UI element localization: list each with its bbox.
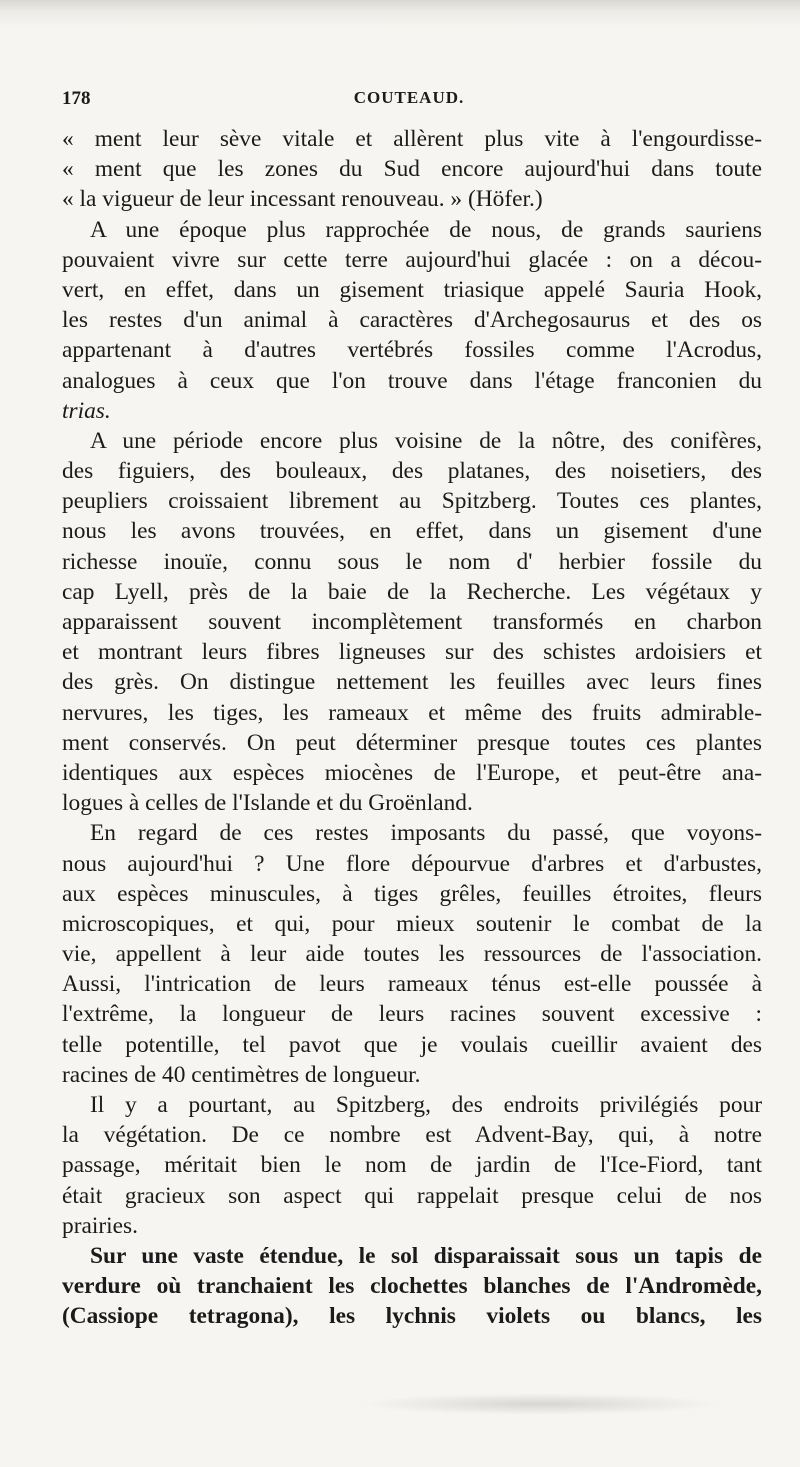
text-line: passage, méritait bien le nom de jardin de l'Ice-Fiord, tant [62,1152,762,1179]
page-top-shadow [0,0,800,28]
text-line: richesse inouïe, connu sous le nom d' herbier fossile du [62,548,762,575]
text-line: « ment leur sève vitale et allèrent plus vite à l'engourdisse- [62,126,762,152]
page-number: 178 [62,88,91,109]
text-line: aux espèces minuscules, à tiges grêles, feuilles étroites, fleurs [62,880,762,907]
text-line: l'extrême, la longueur de leurs racines souvent excessive : [62,1001,762,1028]
text-line: peupliers croissaient librement au Spitzberg. Toutes ces plantes, [62,488,762,515]
text-line: nous aujourd'hui ? Une flore dépourvue d'arbres et d'arbustes, [62,850,762,877]
scan-smudge [360,1393,720,1415]
text-line: telle potentille, tel pavot que je voulais cueillir avaient des [62,1031,762,1058]
text-line: les restes d'un animal à caractères d'Archegosaurus et des os [62,307,762,334]
text-line: logues à celles de l'Islande et du Groënland. [62,790,473,817]
body-text [62,124,762,1332]
text-line: A une période encore plus voisine de la nôtre, des conifères, [90,427,762,454]
text-line: appartenant à d'autres vertébrés fossiles comme l'Acrodus, [62,337,762,364]
text-line: des grès. On distingue nettement les feuilles avec leurs fines [62,669,762,696]
text-line: trias. [62,397,111,424]
text-line: « ment que les zones du Sud encore aujourd'hui dans toute [62,156,762,183]
page-header [62,88,756,118]
text-line: vie, appellent à leur aide toutes les ressources de l'association. [62,941,762,968]
text-line: analogues à ceux que l'on trouve dans l'étage franconien du [62,367,762,394]
text-line: nous les avons trouvées, en effet, dans un gisement d'une [62,518,762,545]
text-line: identiques aux espèces miocènes de l'Europe, et peut-être ana- [62,759,762,786]
text-line: nervures, les tiges, les rameaux et même des fruits admirable- [62,699,762,726]
text-line: des figuiers, des bouleaux, des platanes, des noisetiers, des [62,458,762,485]
text-line: prairies. [62,1212,138,1239]
text-line: (Cassiope tetragona), les lychnis violets ou blancs, les [62,1303,762,1330]
text-line: Sur une vaste étendue, le sol disparaissait sous un tapis de [90,1242,762,1269]
text-line: apparaissent souvent incomplètement transformés en charbon [62,609,762,635]
text-line: vert, en effet, dans un gisement triasique appelé Sauria Hook, [62,276,762,303]
text-line: était gracieux son aspect qui rappelait presque celui de nos [62,1182,762,1209]
text-line: cap Lyell, près de la baie de la Recherche. Les végétaux y [62,578,762,605]
text-line: et montrant leurs fibres ligneuses sur des schistes ardoisiers et [62,639,762,666]
text-line: ment conservés. On peut déterminer presque toutes ces plantes [62,729,762,756]
text-line: microscopiques, et qui, pour mieux soutenir le combat de la [62,910,762,937]
text-line: racines de 40 centimètres de longueur. [62,1061,421,1088]
text-line: Il y a pourtant, au Spitzberg, des endroits privilégiés pour [90,1092,762,1118]
text-line: pouvaient vivre sur cette terre aujourd'hui glacée : on a décou- [62,246,762,273]
text-line: Aussi, l'intrication de leurs rameaux ténus est-elle poussée à [62,971,762,998]
text-line: la végétation. De ce nombre est Advent-Bay, qui, à notre [62,1122,762,1149]
text-line: A une époque plus rapprochée de nous, de grands sauriens [90,216,762,243]
running-title: COUTEAUD. [353,88,465,107]
text-line: En regard de ces restes imposants du passé, que voyons- [90,820,762,847]
text-line: verdure où tranchaient les clochettes blanches de l'Andromède, [62,1273,762,1300]
text-line: « la vigueur de leur incessant renouveau. » (Höfer.) [62,186,543,213]
